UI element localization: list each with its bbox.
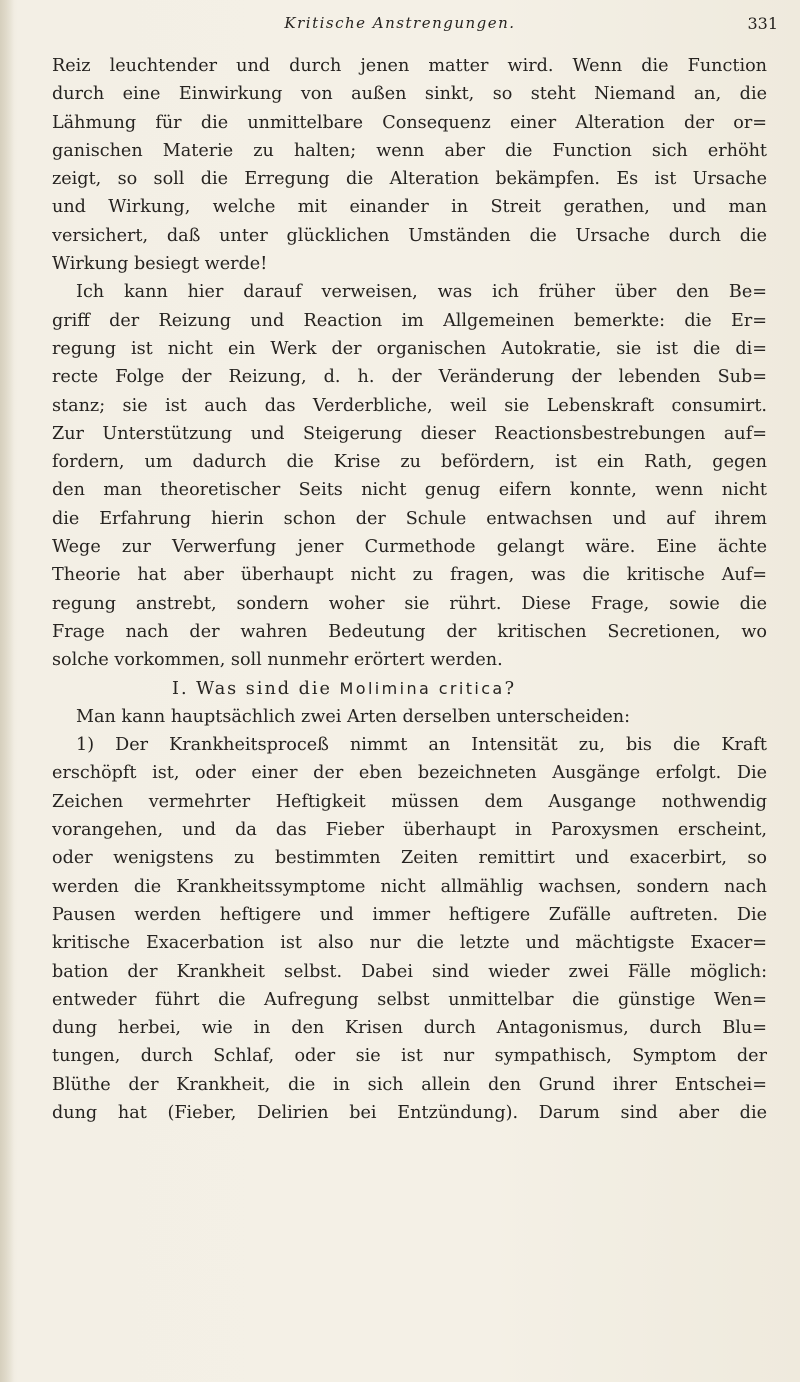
text-line: stanz; sie ist auch das Verderbliche, weil sie Lebenskraft consumirt. [52,395,767,416]
text-line: Man kann hauptsächlich zwei Arten derselben unterscheiden: [76,706,631,727]
text-line: griff der Reizung und Reaction im Allgemeinen bemerkte: die Er= [52,310,767,331]
text-line: vorangehen, und da das Fieber überhaupt in Paroxysmen erscheint, [52,820,767,841]
text-line: ganischen Materie zu halten; wenn aber die Function sich erhöht [52,140,767,161]
text-line: Lähmung für die unmittelbare Consequenz einer Alteration der or= [52,112,767,133]
text-line: Pausen werden heftigere und immer heftigere Zufälle auftreten. Die [52,904,767,925]
text-line: Zeichen vermehrter Heftigkeit müssen dem Ausgange nothwendig [52,791,767,812]
text-line: kritische Exacerbation ist also nur die letzte und mächtigste Exacer= [52,933,767,954]
text-line: Wirkung besiegt werde! [52,254,268,275]
text-line: bation der Krankheit selbst. Dabei sind wieder zwei Fälle möglich: [52,961,767,982]
text-line: Reiz leuchtender und durch jenen matter wird. Wenn die Function [52,56,767,76]
body-text [52,52,767,1127]
text-line: 1) Der Krankheitsproceß nimmt an Intensität zu, bis die Kraft [76,735,767,756]
text-line: regung ist nicht ein Werk der organischen Autokratie, sie ist die di= [52,338,767,359]
text-line: werden die Krankheitssymptome nicht allmählig wachsen, sondern nach [52,876,767,897]
running-head [0,10,800,40]
text-line: Zur Unterstützung und Steigerung dieser Reactionsbestrebungen auf= [52,423,767,444]
section-heading-punctuation: ? [504,678,517,699]
section-heading-text: I. Was sind die [172,678,340,699]
running-title: Kritische Anstrengungen. [284,14,516,32]
text-line: die Erfahrung hierin schon der Schule entwachsen und auf ihrem [52,508,767,529]
text-line: oder wenigstens zu bestimmten Zeiten remittirt und exacerbirt, so [52,848,767,869]
page-number: 331 [747,14,778,33]
text-line: tungen, durch Schlaf, oder sie ist nur sympathisch, Symptom der [52,1046,767,1067]
text-line: recte Folge der Reizung, d. h. der Veränderung der lebenden Sub= [52,367,767,388]
text-line: solche vorkommen, soll nunmehr erörtert werden. [52,650,503,671]
text-line: entweder führt die Aufregung selbst unmittelbar die günstige Wen= [52,989,767,1010]
text-line: dung hat (Fieber, Delirien bei Entzündung). Darum sind aber die [52,1102,767,1123]
text-line: versichert, daß unter glücklichen Umständen die Ursache durch die [52,225,767,246]
text-line: regung anstrebt, sondern woher sie rührt. Diese Frage, sowie die [52,593,767,614]
text-line: Frage nach der wahren Bedeutung der kritischen Secretionen, wo [52,621,767,642]
text-line: Wege zur Verwerfung jener Curmethode gelangt wäre. Eine ächte [52,537,767,558]
section-heading [52,675,767,703]
text-line: Blüthe der Krankheit, die in sich allein den Grund ihrer Entschei= [52,1074,767,1095]
text-line: zeigt, so soll die Erregung die Alteration bekämpfen. Es ist Ursache [52,169,767,190]
section-heading-latin: Molimina critica [339,678,505,698]
text-line: dung herbei, wie in den Krisen durch Antagonismus, durch Blu= [52,1018,767,1039]
text-line: fordern, um dadurch die Krise zu befördern, ist ein Rath, gegen [52,452,767,473]
text-line: den man theoretischer Seits nicht genug eifern konnte, wenn nicht [52,480,767,501]
binding-shadow [0,0,14,1382]
text-line: Theorie hat aber überhaupt nicht zu fragen, was die kritische Auf= [52,565,767,586]
text-line: durch eine Einwirkung von außen sinkt, so steht Niemand an, die [52,84,767,105]
text-line: und Wirkung, welche mit einander in Streit gerathen, und man [52,197,767,218]
text-line: Ich kann hier darauf verweisen, was ich früher über den Be= [76,282,767,303]
text-line: erschöpft ist, oder einer der eben bezeichneten Ausgänge erfolgt. Die [52,763,767,784]
